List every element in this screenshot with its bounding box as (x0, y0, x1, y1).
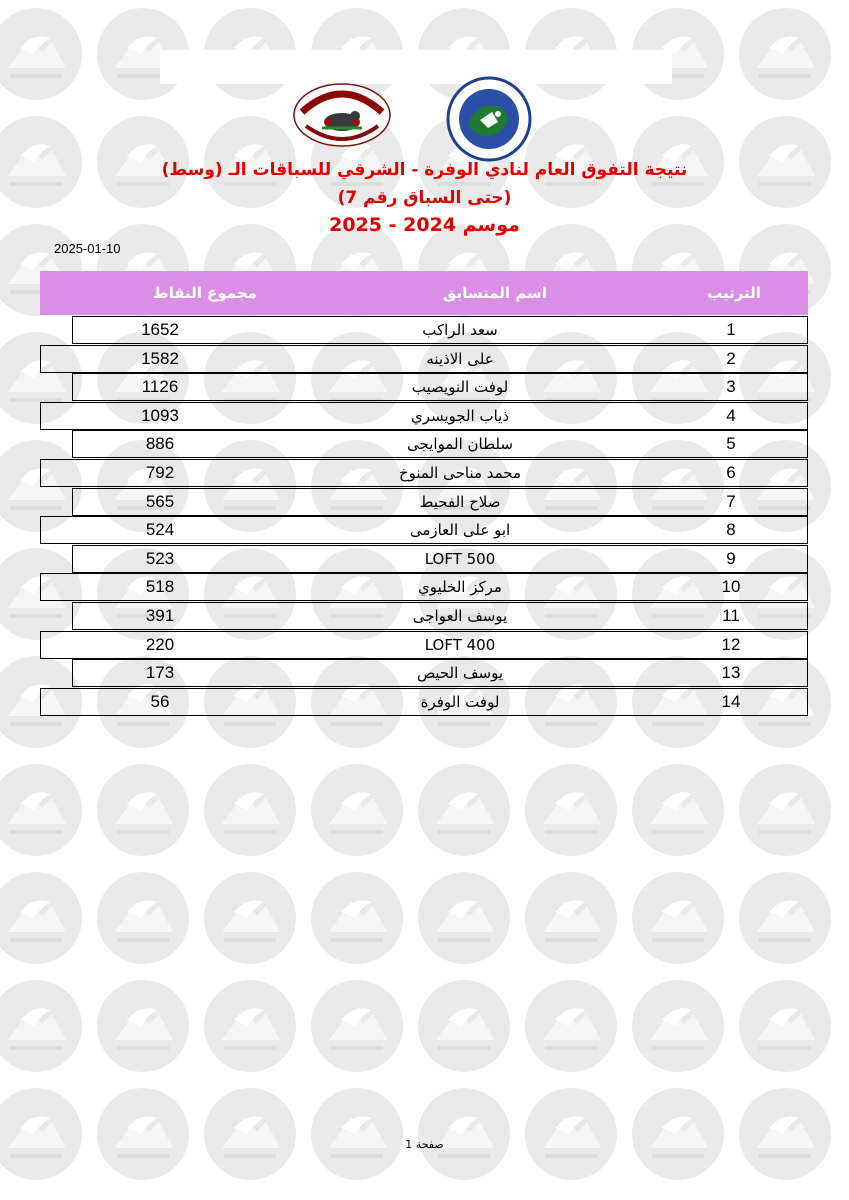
table-row (40, 402, 808, 430)
cell-rank: 14 (721, 691, 741, 711)
federation-logo (446, 76, 532, 162)
cell-points: 1582 (141, 348, 179, 368)
cell-name: LOFT 400 (424, 635, 496, 654)
cell-rank: 7 (726, 491, 736, 511)
table-row (72, 316, 808, 344)
club-logo (292, 82, 392, 148)
cell-points: 173 (145, 663, 175, 683)
table-row (72, 488, 808, 516)
report-subtitle: (حتى السباق رقم 7) (337, 188, 512, 208)
cell-points: 1093 (141, 405, 179, 425)
season-label: موسم 2024 - 2025 (329, 214, 520, 236)
cell-points: 523 (145, 548, 175, 568)
cell-rank: 13 (721, 663, 741, 683)
cell-rank: 6 (726, 463, 736, 482)
cell-rank: 1 (726, 320, 736, 339)
cell-name: LOFT 500 (424, 549, 496, 568)
table-row (40, 345, 808, 373)
cell-name: صلاح الفحيط (419, 492, 501, 511)
table-row (40, 573, 808, 601)
cell-rank: 9 (726, 548, 736, 568)
report-title: نتيجة التفوق العام لنادي الوفرة - الشرقي للسباقات الـ (وسط) (161, 160, 688, 180)
cell-rank: 11 (722, 606, 740, 625)
cell-rank: 10 (721, 577, 741, 597)
cell-rank: 3 (726, 377, 736, 397)
cell-name: سلطان الموايجى (407, 435, 513, 454)
cell-rank: 8 (726, 520, 736, 540)
cell-rank: 5 (726, 434, 736, 454)
cell-name: محمد مناحى المنوخ (398, 464, 522, 482)
cell-points: 220 (145, 634, 175, 654)
table-row (72, 430, 808, 458)
cell-points: 56 (150, 691, 170, 711)
cell-points: 886 (145, 434, 175, 454)
cell-points: 391 (145, 606, 175, 625)
cell-name: يوسف العواجى (412, 607, 508, 625)
cell-rank: 4 (726, 405, 736, 425)
table-row (40, 516, 808, 544)
column-header-name: اسم المتسابق (443, 284, 547, 302)
cell-points: 792 (145, 463, 175, 482)
column-header-rank: الترتيب (707, 284, 761, 302)
cell-name: ذياب الجويسري (410, 406, 510, 425)
column-header-points: مجموع النقاط (153, 284, 257, 302)
cell-points: 524 (145, 520, 175, 540)
table-row (40, 459, 808, 487)
cell-points: 518 (145, 577, 175, 597)
cell-name: سعد الراكب (422, 321, 498, 339)
table-header (40, 271, 808, 315)
cell-name: يوسف الحيص (416, 664, 504, 683)
cell-name: لوفت النويصيب (411, 378, 509, 397)
cell-name: لوفت الوفرة (420, 692, 500, 711)
cell-rank: 2 (726, 348, 736, 368)
table-row (72, 373, 808, 401)
cell-rank: 12 (721, 634, 741, 654)
table-row (40, 688, 808, 716)
table-row (72, 602, 808, 630)
table-row (40, 631, 808, 659)
cell-name: مركز الخليوي (418, 578, 502, 597)
table-row (72, 545, 808, 573)
report-date: 2025-01-10 (54, 241, 121, 256)
cell-points: 1652 (141, 320, 179, 339)
cell-name: على الاذينه (426, 349, 494, 368)
page-number: صفحة 1 (405, 1138, 444, 1151)
header-blank-bar (160, 50, 672, 84)
cell-points: 565 (145, 491, 175, 511)
cell-points: 1126 (141, 377, 179, 397)
table-row (72, 659, 808, 687)
cell-name: ابو على العازمى (409, 521, 511, 540)
